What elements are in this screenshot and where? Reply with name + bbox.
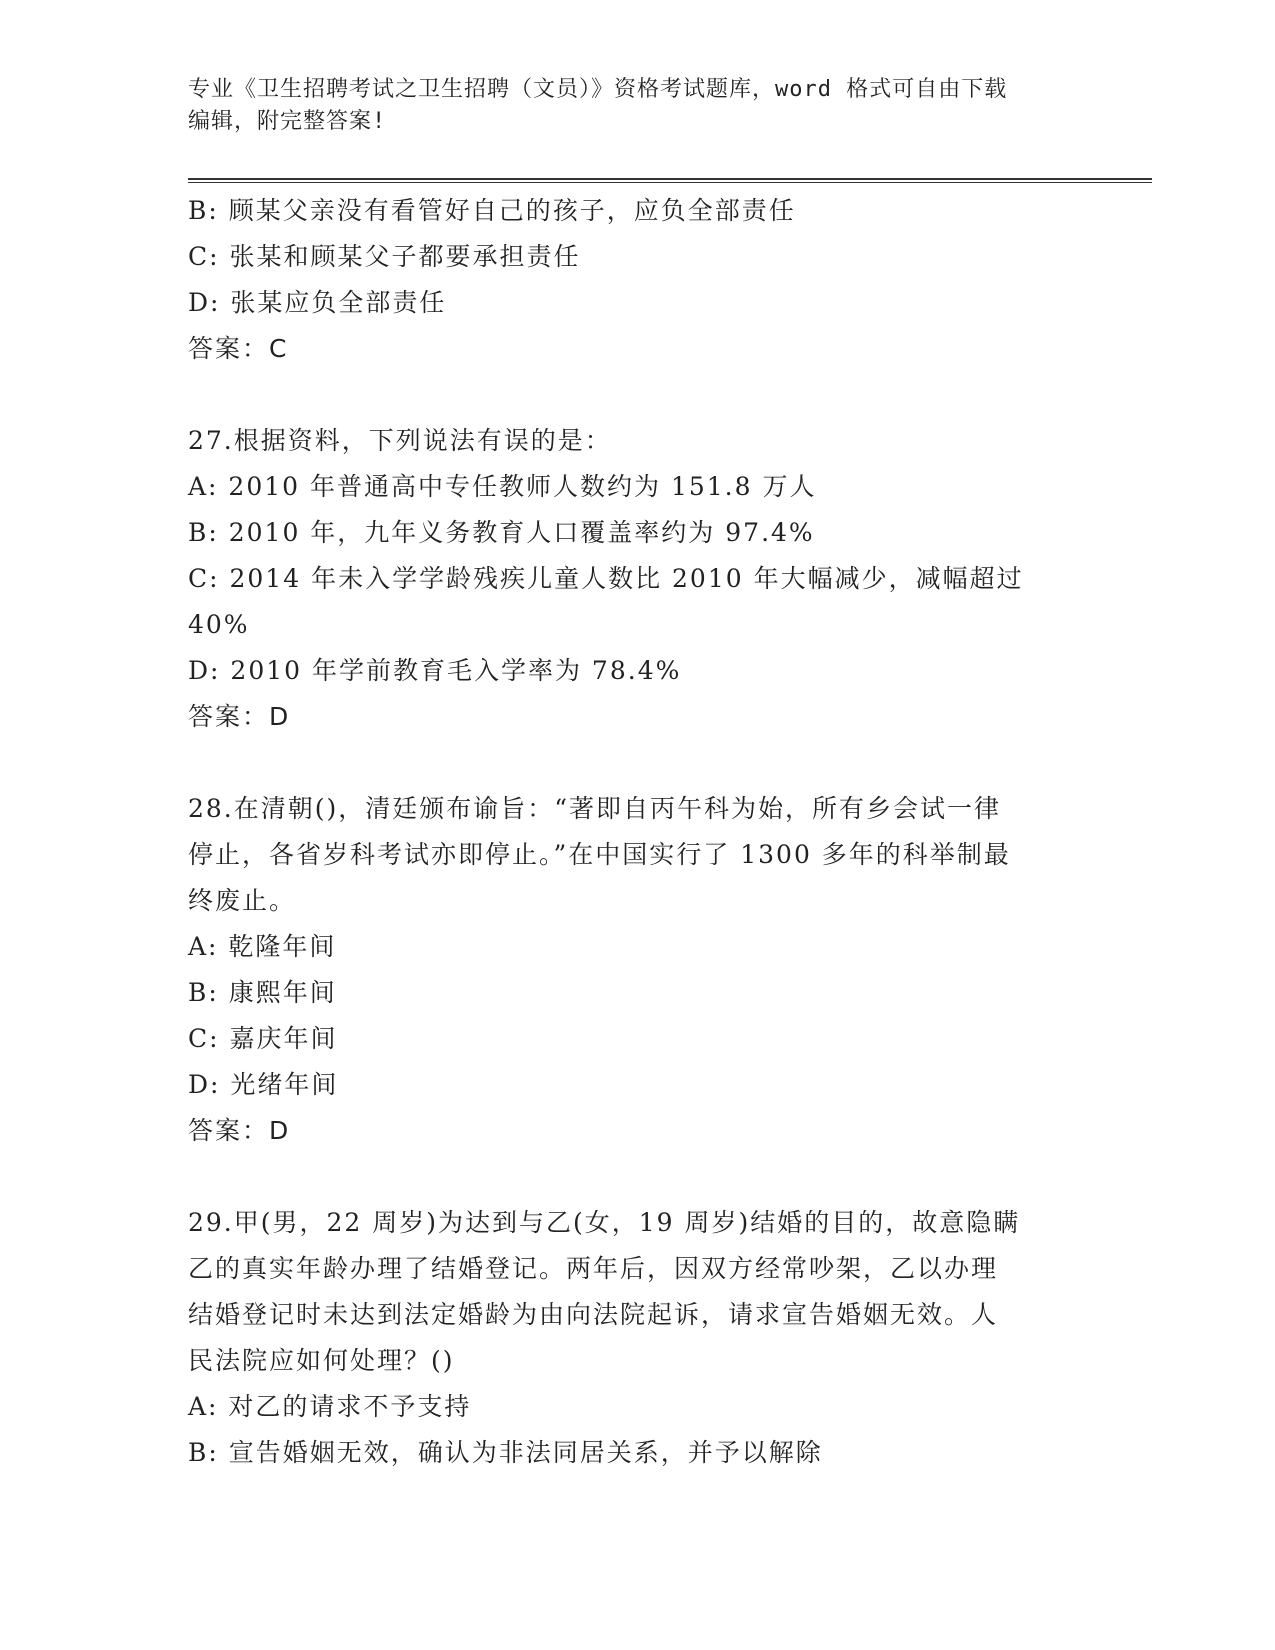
document-header	[188, 74, 1088, 138]
header-line-2: 编辑，附完整答案!	[188, 109, 387, 134]
spacer	[188, 372, 1088, 418]
q26-option-c: C: 张某和顾某父子都要承担责任	[188, 242, 581, 271]
q26-answer: 答案：C	[188, 334, 289, 363]
question-27	[188, 418, 1088, 740]
q26-option-d: D: 张某应负全部责任	[188, 288, 447, 317]
q29-question-line-4: 民法院应如何处理？()	[188, 1346, 455, 1375]
q27-option-c-line-2: 40%	[188, 610, 250, 639]
q29-question-line-3: 结婚登记时未达到法定婚龄为由向法院起诉，请求宣告婚姻无效。人	[188, 1300, 999, 1329]
q29-question-line-2: 乙的真实年龄办理了结婚登记。两年后，因双方经常吵架，乙以办理	[188, 1254, 999, 1283]
q28-option-c: C: 嘉庆年间	[188, 1024, 338, 1053]
question-26	[188, 188, 1088, 372]
q26-option-b: B: 顾某父亲没有看管好自己的孩子，应负全部责任	[188, 196, 796, 225]
q27-option-c-line-1: C: 2014 年未入学学龄残疾儿童人数比 2010 年大幅减少，减幅超过	[188, 564, 1024, 593]
q28-question-line-1: 28.在清朝()，清廷颁布谕旨：“著即自丙午科为始，所有乡会试一律	[188, 794, 1002, 823]
q29-question-line-1: 29.甲(男，22 周岁)为达到与乙(女，19 周岁)结婚的目的，故意隐瞒	[188, 1208, 1021, 1237]
q28-question-line-3: 终废止。	[188, 886, 297, 915]
q28-option-b: B: 康熙年间	[188, 978, 337, 1007]
header-divider	[188, 178, 1152, 183]
q27-option-d: D: 2010 年学前教育毛入学率为 78.4%	[188, 656, 682, 685]
q28-option-d: D: 光绪年间	[188, 1070, 339, 1099]
question-content	[188, 188, 1088, 1476]
question-29	[188, 1200, 1088, 1476]
q27-answer: 答案：D	[188, 702, 291, 731]
q29-option-b: B: 宣告婚姻无效，确认为非法同居关系，并予以解除	[188, 1438, 823, 1467]
q29-option-a: A: 对乙的请求不予支持	[188, 1392, 472, 1421]
spacer	[188, 1154, 1088, 1200]
q28-answer: 答案：D	[188, 1116, 291, 1145]
spacer	[188, 740, 1088, 786]
q27-question: 27.根据资料，下列说法有误的是：	[188, 426, 612, 455]
q27-option-b: B: 2010 年，九年义务教育人口覆盖率约为 97.4%	[188, 518, 815, 547]
q27-option-a: A: 2010 年普通高中专任教师人数约为 151.8 万人	[188, 472, 817, 501]
header-line-1: 专业《卫生招聘考试之卫生招聘（文员）》资格考试题库，word 格式可自由下载	[188, 77, 1008, 102]
q28-option-a: A: 乾隆年间	[188, 932, 337, 961]
q28-question-line-2: 停止，各省岁科考试亦即停止。”在中国实行了 1300 多年的科举制最	[188, 840, 1011, 869]
question-28	[188, 786, 1088, 1154]
